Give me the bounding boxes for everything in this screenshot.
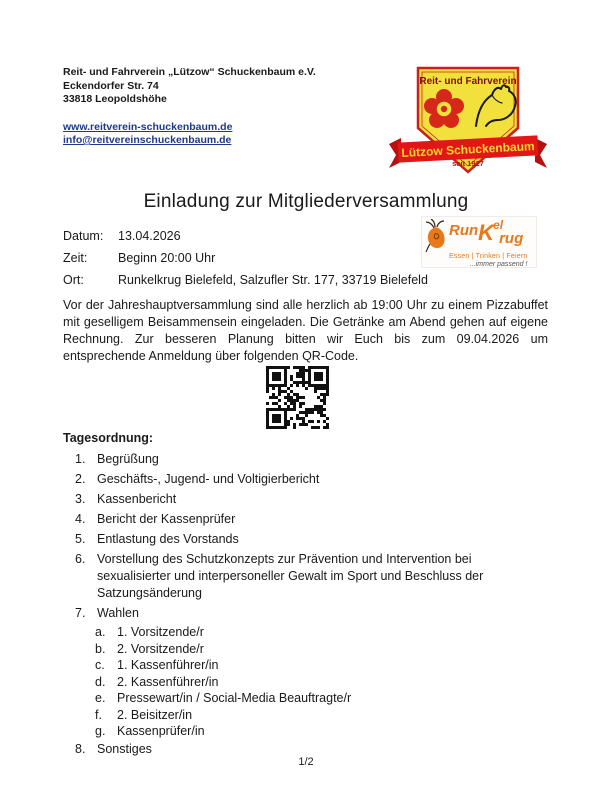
agenda-item-number: 1. bbox=[75, 452, 86, 466]
agenda-heading: Tagesordnung: bbox=[63, 431, 154, 445]
agenda-sub-item bbox=[95, 708, 548, 723]
agenda-item-text: Begrüßung bbox=[97, 452, 159, 466]
org-name: Reit- und Fahrverein „Lützow“ Schuckenbaum e.V. bbox=[63, 66, 316, 78]
agenda-sub-item-text: 1. Vorsitzende/r bbox=[117, 625, 204, 639]
agenda-item-number: 7. bbox=[75, 606, 86, 620]
agenda-item bbox=[75, 471, 548, 488]
agenda-item-text: Wahlen bbox=[97, 606, 139, 620]
detail-row-time bbox=[63, 251, 428, 273]
agenda-sub-item-letter: d. bbox=[95, 674, 106, 689]
agenda-item bbox=[75, 605, 548, 622]
venue-name bbox=[449, 219, 527, 246]
agenda-sub-item bbox=[95, 675, 548, 690]
agenda-item-text: Bericht der Kassenprüfer bbox=[97, 512, 236, 526]
agenda-item-text: Entlastung des Vorstands bbox=[97, 532, 239, 546]
agenda-sub-item-text: 2. Vorsitzende/r bbox=[117, 641, 204, 656]
venue-logo-text bbox=[449, 219, 527, 268]
agenda-sub-item-letter: f. bbox=[95, 707, 102, 722]
agenda-sub-item-text: Pressewart/in / Social-Media Beauftragte/r bbox=[117, 691, 352, 705]
agenda-item bbox=[75, 531, 548, 548]
page-title: Einladung zur Mitgliederversammlung bbox=[143, 191, 469, 212]
location-label: Ort: bbox=[63, 273, 84, 287]
date-value: 13.04.2026 bbox=[118, 229, 181, 243]
sender-block bbox=[63, 66, 316, 148]
ribbon-text: Lützow Schuckenbaum bbox=[401, 139, 535, 160]
agenda-sub-item-text: 2. Kassenführer/in bbox=[117, 674, 219, 689]
agenda-sub-item-letter: a. bbox=[95, 625, 106, 639]
venue-name-part: K bbox=[478, 220, 495, 245]
date-label: Datum: bbox=[63, 229, 104, 243]
shield-top-text: Reit- und Fahrverein bbox=[419, 76, 517, 87]
detail-row-location bbox=[63, 273, 428, 295]
email-link[interactable]: info@reitvereinschuckenbaum.de bbox=[63, 134, 232, 146]
address-city: 33818 Leopoldshöhe bbox=[63, 93, 167, 105]
time-value: Beginn 20:00 Uhr bbox=[118, 251, 216, 265]
intro-paragraph: Vor der Jahreshauptversammlung sind alle herzlich ab 19:00 Uhr zu einem Pizzabuffet mit geselligem Beisammensein eingeladen. Die Getränke am Abend gehen auf eigene Rechnung. Zur besseren Planung bitten wir Euch bis zum 09.04.2026 um entsprechende Anmeldung über folgenden QR-Code. bbox=[63, 298, 548, 363]
agenda-sub-item-text: 2. Beisitzer/in bbox=[117, 707, 193, 722]
agenda-sub-item-text: 1. Kassenführer/in bbox=[117, 658, 219, 672]
agenda-item-number: 8. bbox=[75, 741, 86, 756]
address-street: Eckendorfer Str. 74 bbox=[63, 79, 159, 92]
agenda-sub-item-letter: b. bbox=[95, 641, 106, 656]
agenda-item bbox=[75, 451, 548, 468]
agenda-item-text: Vorstellung des Schutzkonzepts zur Prävention und Intervention bei sexualisierter und interpersoneller Gewalt im Sport und Beschluss der Satzungsänderung bbox=[97, 552, 484, 600]
agenda-item bbox=[75, 511, 548, 528]
agenda-sub-item bbox=[95, 625, 548, 640]
agenda-sub-item-letter: e. bbox=[95, 691, 106, 705]
venue-tagline: Essen | Trinken | Feiern bbox=[449, 253, 528, 260]
agenda-item-number: 4. bbox=[75, 512, 86, 526]
meeting-details bbox=[63, 229, 428, 295]
agenda-item bbox=[75, 551, 548, 602]
contact-links bbox=[63, 121, 316, 148]
since-text: seit 1927 bbox=[452, 159, 484, 168]
agenda-item-number: 6. bbox=[75, 552, 86, 566]
beet-icon bbox=[425, 219, 447, 253]
time-label: Zeit: bbox=[63, 251, 88, 265]
venue-name-part: rug bbox=[499, 230, 524, 247]
agenda-sub-item-text: Kassenprüfer/in bbox=[117, 724, 205, 738]
registration-qr-code bbox=[266, 366, 329, 429]
venue-name-part: Run bbox=[449, 222, 479, 239]
agenda-item-text: Kassenbericht bbox=[97, 492, 177, 506]
club-crest-logo bbox=[388, 62, 548, 180]
venue-name-part: el bbox=[493, 218, 504, 232]
location-value: Runkelkrug Bielefeld, Salzufler Str. 177, 33719 Bielefeld bbox=[118, 273, 428, 287]
venue-logo bbox=[421, 216, 537, 268]
agenda-sub-item bbox=[95, 658, 548, 673]
agenda-list bbox=[75, 451, 548, 761]
page-number: 1/2 bbox=[298, 756, 314, 768]
agenda-sub-item bbox=[95, 691, 548, 706]
venue-slogan: ...immer passend ! bbox=[469, 261, 528, 268]
agenda-item-number: 3. bbox=[75, 492, 86, 506]
agenda-sub-item bbox=[95, 724, 548, 739]
agenda-item-text: Geschäfts-, Jugend- und Voltigierbericht bbox=[97, 472, 320, 486]
agenda-sub-item-letter: c. bbox=[95, 658, 105, 672]
agenda-sub-item-letter: g. bbox=[95, 724, 106, 738]
website-link[interactable]: www.reitverein-schuckenbaum.de bbox=[63, 120, 233, 133]
agenda-item-text: Sonstiges bbox=[97, 741, 152, 756]
agenda-item bbox=[75, 741, 548, 758]
agenda-sub-item bbox=[95, 642, 548, 657]
detail-row-date bbox=[63, 229, 428, 251]
agenda-item bbox=[75, 491, 548, 508]
agenda-item-number: 2. bbox=[75, 472, 86, 486]
agenda-item-number: 5. bbox=[75, 532, 86, 546]
